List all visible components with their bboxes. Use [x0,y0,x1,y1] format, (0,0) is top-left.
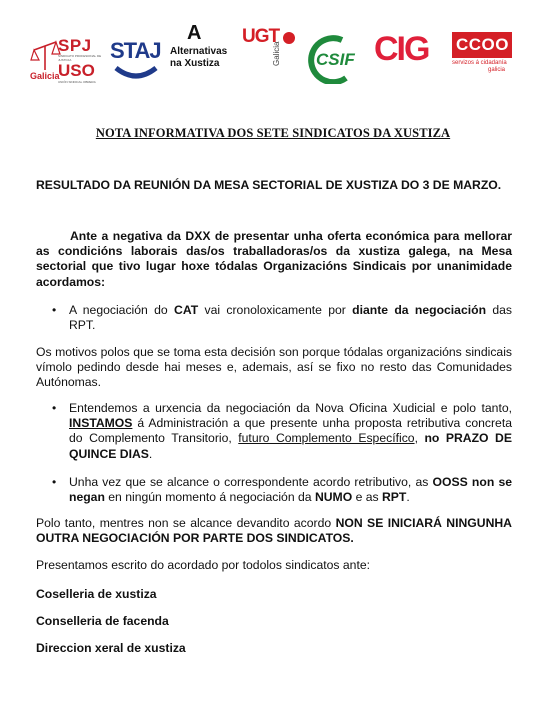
uso-subtext: UNIÓN SINDICAL OBRERA [58,80,96,84]
recipient-3: Direccion xeral de xustiza [36,641,186,655]
csif-text: CSIF [316,50,355,69]
bullet-item-2: Entendemos a urxencia da negociación da Nova Oficina Xudicial e polo tanto, INSTAMOS á Administración a que presente unha proposta retributiva concreta do Complemento Transitorio, futuro Complemento Específico, no PRAZO DE QUINCE DIAS. [69,401,512,461]
motivos-paragraph: Os motivos polos que se toma esta decisión son porque tódalas organizacións sindicais vímolo pedindo desde hai meses e, ademais, así se fixo no resto das Comunidades Autónomas. [36,345,512,390]
uso-text: USO [58,61,95,80]
presentamos-paragraph: Presentamos escrito do acordado por todolos sindicatos ante: [36,558,370,572]
alternativas-a-letter: A [187,22,202,44]
polo-tanto-paragraph: Polo tanto, mentres non se alcance devandito acordo NON SE INICIARÁ NINGUNHA OUTRA NEGOCIACIÓN POR PARTE DOS SINDICATOS. [36,516,512,546]
spj-subtext: SINDICATO PROFESIONAL DE JUSTICIA [58,54,102,62]
spj-text: SPJ [58,36,92,55]
galicia-label: Galicia [30,71,60,81]
bullet-marker-1: • [52,303,57,317]
union-logos [30,22,520,92]
staj-arc-icon [110,38,162,84]
cig-logo [374,30,440,80]
csif-logo [302,34,368,84]
recipient-2: Conselleria de facenda [36,614,169,628]
staj-text: STAJ [110,38,161,63]
ugt-logo [242,26,298,88]
meeting-heading: RESULTADO DA REUNIÓN DA MESA SECTORIAL DE XUSTIZA DO 3 DE MARZO. [36,178,502,192]
alternativas-line2: na Xustiza [170,58,220,69]
ugt-text: UGT [242,26,280,47]
bullet-item-1: A negociación do CAT vai cronoloxicamente por diante da negociación das RPT. [69,303,512,333]
intro-paragraph: Ante a negativa da DXX de presentar unha oferta económica para mellorar as condicións laborais das/os traballadoras/os da xustiza galega, na Mesa sectorial que tivo lugar hoxe tódalas Organizacións Sindicais por unanimidade acordamos: [36,229,512,289]
ccoo-text: CCOO [456,35,509,54]
spj-uso-logo [30,30,102,88]
bullet-marker-2: • [52,401,57,415]
ugt-galicia-label: Galicia [272,41,281,66]
ccoo-logo [448,32,518,82]
document-title: NOTA INFORMATIVA DOS SETE SINDICATOS DA XUSTIZA [95,126,451,140]
bullet-marker-3: • [52,475,57,489]
alternativas-logo [170,22,236,90]
recipient-1: Coselleria de xustiza [36,587,157,601]
cig-text: CIG [374,30,429,68]
staj-logo [110,38,162,84]
ccoo-sub1: servizos á cidadanía [452,60,507,66]
alternativas-line1: Alternativas [170,46,228,57]
ccoo-sub2: galicia [488,67,506,73]
ugt-flower-icon [282,30,296,50]
bullet-item-3: Unha vez que se alcance o correspondente acordo retributivo, as OOSS non se negan en ningún momento á negociación da NUMO e as RPT. [69,475,512,505]
